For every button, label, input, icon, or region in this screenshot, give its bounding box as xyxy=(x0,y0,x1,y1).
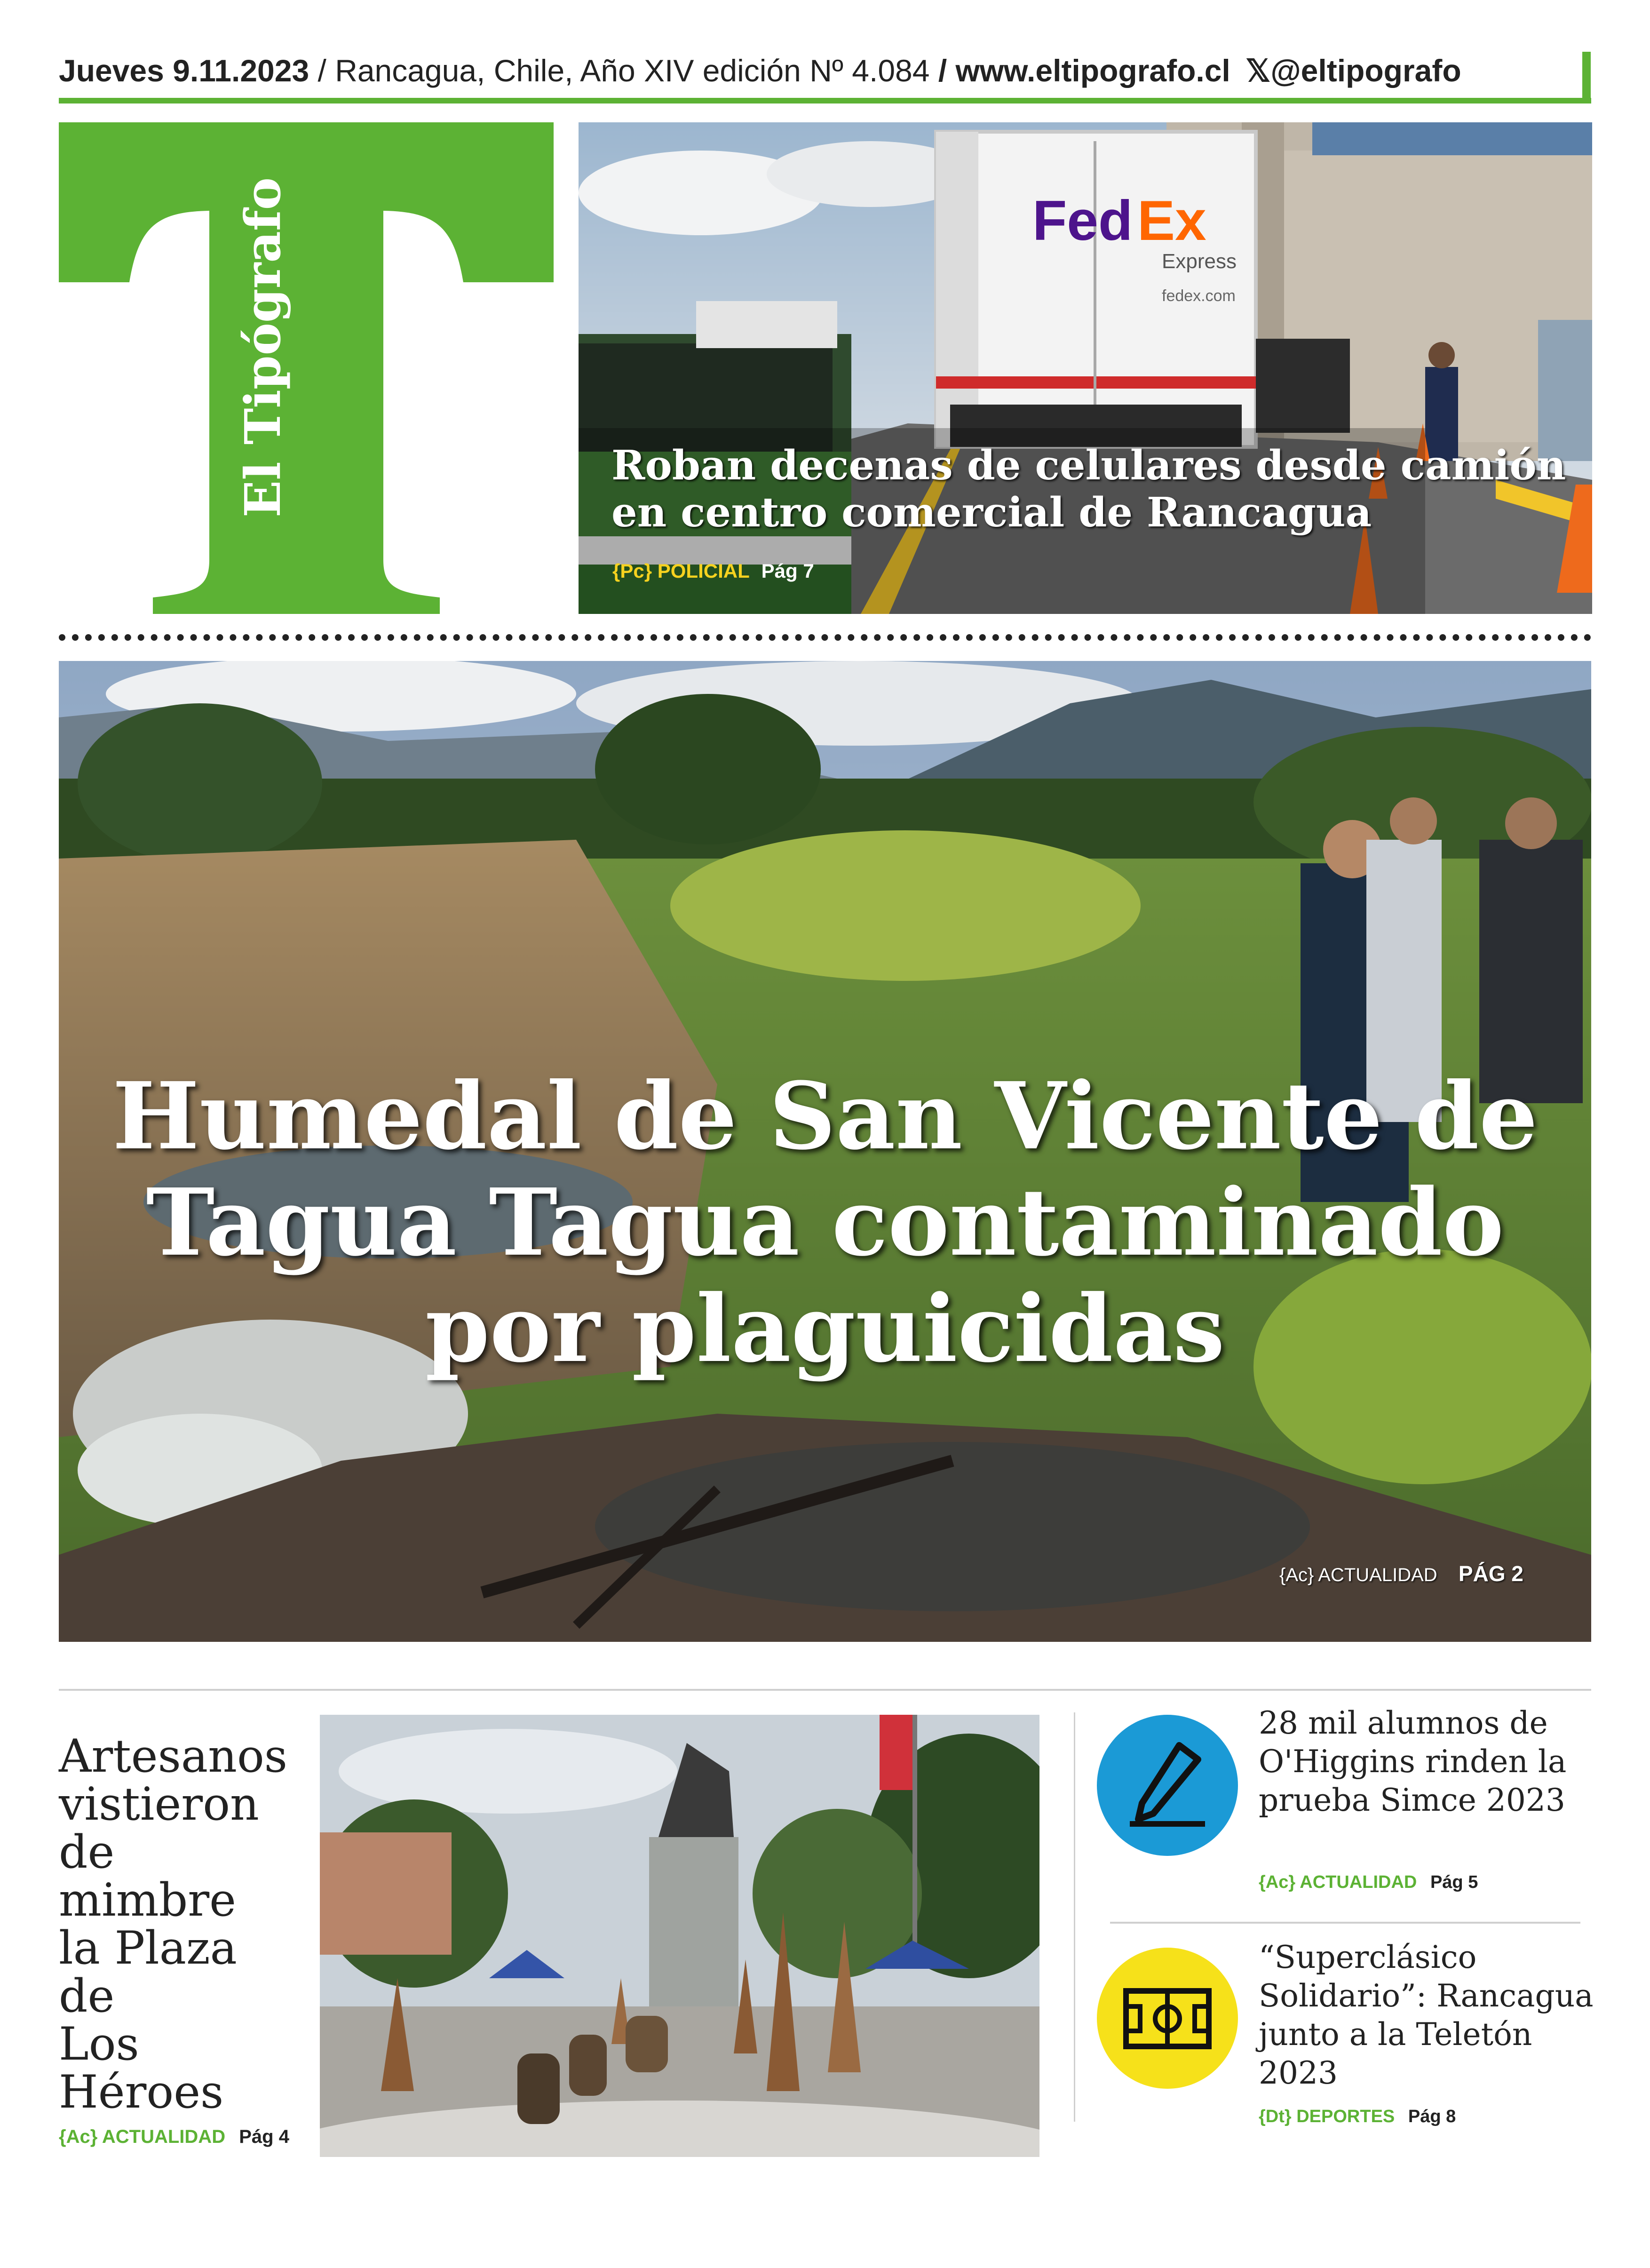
artesanos-section-tag[interactable] xyxy=(59,2126,289,2148)
top-story-section-tag[interactable] xyxy=(612,560,814,582)
headline-line: junto a la Teletón xyxy=(1259,2016,1532,2053)
headline-line: vistieron xyxy=(59,1778,259,1830)
headline-line: O'Higgins rinden la xyxy=(1259,1743,1567,1780)
headline-line: 28 mil alumnos de xyxy=(1259,1705,1548,1741)
truck-logo-sub: Express xyxy=(1162,250,1237,273)
logo-name: El Tipógrafo xyxy=(234,177,292,517)
headline-line: Solidario”: Rancagua xyxy=(1259,1978,1594,2014)
superclasico-headline[interactable] xyxy=(1259,1938,1597,2093)
top-story-photo[interactable] xyxy=(579,122,1592,614)
section-label: {Ac} ACTUALIDAD xyxy=(1259,1872,1417,1892)
headline-line: Artesanos xyxy=(59,1730,287,1783)
headline-line: 2023 xyxy=(1259,2055,1338,2091)
headline-line: Los Héroes xyxy=(59,2018,224,2118)
x-icon: 𝕏 xyxy=(1245,53,1271,88)
soccer-field-icon xyxy=(1097,1948,1238,2091)
story-divider xyxy=(1110,1922,1580,1924)
section-divider xyxy=(59,1689,1591,1691)
truck-logo-fed: Fed xyxy=(1032,189,1133,252)
headline-line: prueba Simce 2023 xyxy=(1259,1782,1565,1818)
logo-letter-t xyxy=(59,122,554,614)
superclasico-section-tag[interactable] xyxy=(1259,2107,1456,2127)
main-story-headline[interactable] xyxy=(59,1063,1591,1382)
headline-line: de mimbre xyxy=(59,1826,236,1926)
top-headline-line: en centro comercial de Rancagua xyxy=(611,489,1372,536)
issue-edition: Año XIV edición Nº 4.084 xyxy=(580,53,930,88)
column-divider xyxy=(1074,1712,1075,2122)
page-reference: Pág 4 xyxy=(239,2126,289,2147)
section-label: {Pc} POLICIAL xyxy=(612,560,749,582)
page-reference: PÁG 2 xyxy=(1458,1561,1523,1586)
simce-section-tag[interactable] xyxy=(1259,1872,1478,1893)
newspaper-logo[interactable] xyxy=(59,122,554,616)
top-story-headline[interactable] xyxy=(611,442,1566,536)
main-headline-line: Tagua Tagua contaminado xyxy=(146,1169,1504,1277)
masthead-info xyxy=(59,53,1461,89)
truck-logo-url: fedex.com xyxy=(1162,287,1236,305)
main-story-section-tag[interactable] xyxy=(1279,1561,1523,1586)
section-label: {Ac} ACTUALIDAD xyxy=(1279,1565,1437,1585)
section-label: {Ac} ACTUALIDAD xyxy=(59,2126,226,2147)
main-headline-line: por plaguicidas xyxy=(425,1275,1225,1383)
section-label: {Dt} DEPORTES xyxy=(1259,2107,1395,2126)
issue-date: Jueves 9.11.2023 xyxy=(59,53,309,88)
top-headline-line: Roban decenas de celulares desde camión xyxy=(611,442,1566,489)
headline-line: “Superclásico xyxy=(1259,1939,1477,1975)
pencil-icon xyxy=(1097,1715,1238,1858)
artesanos-photo[interactable] xyxy=(320,1715,1039,2157)
main-headline-line: Humedal de San Vicente de xyxy=(112,1062,1538,1170)
page-reference: Pág 7 xyxy=(761,560,814,582)
page-reference: Pág 5 xyxy=(1430,1872,1478,1892)
simce-headline[interactable] xyxy=(1259,1704,1588,1820)
header-separator: / xyxy=(938,53,947,88)
issue-location: / Rancagua, Chile, xyxy=(317,53,573,88)
masthead-end-bar xyxy=(1582,52,1591,102)
truck-logo-ex: Ex xyxy=(1137,189,1206,252)
website-link[interactable]: www.eltipografo.cl xyxy=(955,53,1230,88)
page-reference: Pág 8 xyxy=(1408,2107,1456,2126)
social-handle[interactable]: @eltipografo xyxy=(1270,53,1461,88)
artesanos-headline[interactable] xyxy=(59,1732,303,2116)
dotted-divider xyxy=(59,634,1591,641)
headline-line: la Plaza de xyxy=(59,1922,237,2022)
masthead-rule xyxy=(59,98,1591,103)
